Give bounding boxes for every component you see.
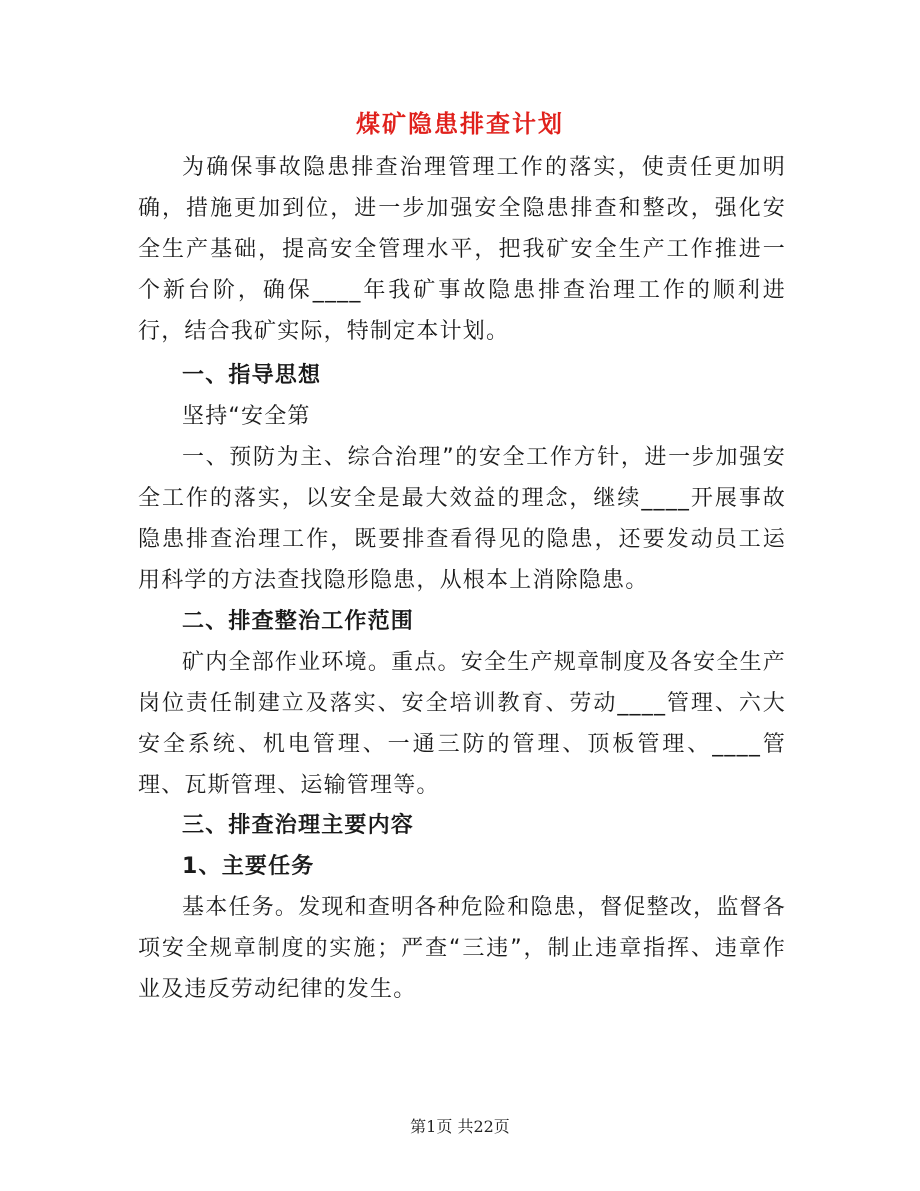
subsection1-heading: 1、主要任务	[182, 854, 315, 879]
document-title: 煤矿隐患排查计划	[356, 110, 564, 138]
page-number-footer: 第1页 共22页	[410, 1117, 510, 1136]
section2-heading: 二、排查整治工作范围	[182, 609, 415, 634]
section1-line1: 坚持“安全第	[182, 404, 311, 429]
section1-heading: 一、指导思想	[182, 363, 322, 388]
subsection1-paragraph: 基本任务。发现和查明各种危险和隐患，督促整改，监督各项安全规章制度的实施；严查“三违”，制止违章指挥、违章作业及违反劳动纪律的发生。	[138, 895, 786, 1002]
section2-paragraph: 矿内全部作业环境。重点。安全生产规章制度及各安全生产岗位责任制建立及落实、安全培训教育、劳动____管理、六大安全系统、机电管理、一通三防的管理、顶板管理、____管理、瓦斯管理、运输管理等。	[138, 650, 786, 798]
section1-paragraph: 一、预防为主、综合治理”的安全工作方针，进一步加强安全工作的落实，以安全是最大效益的理念，继续____开展事故隐患排查治理工作，既要排查看得见的隐患，还要发动员工运用科学的方法查找隐形隐患，从根本上消除隐患。	[138, 445, 786, 593]
section3-heading: 三、排查治理主要内容	[182, 813, 415, 838]
intro-paragraph: 为确保事故隐患排查治理管理工作的落实，使责任更加明确，措施更加到位，进一步加强安全隐患排查和整改，强化安全生产基础，提高安全管理水平，把我矿安全生产工作推进一个新台阶，确保____年我矿事故隐患排查治理工作的顺利进行，结合我矿实际，特制定本计划。	[138, 155, 786, 344]
